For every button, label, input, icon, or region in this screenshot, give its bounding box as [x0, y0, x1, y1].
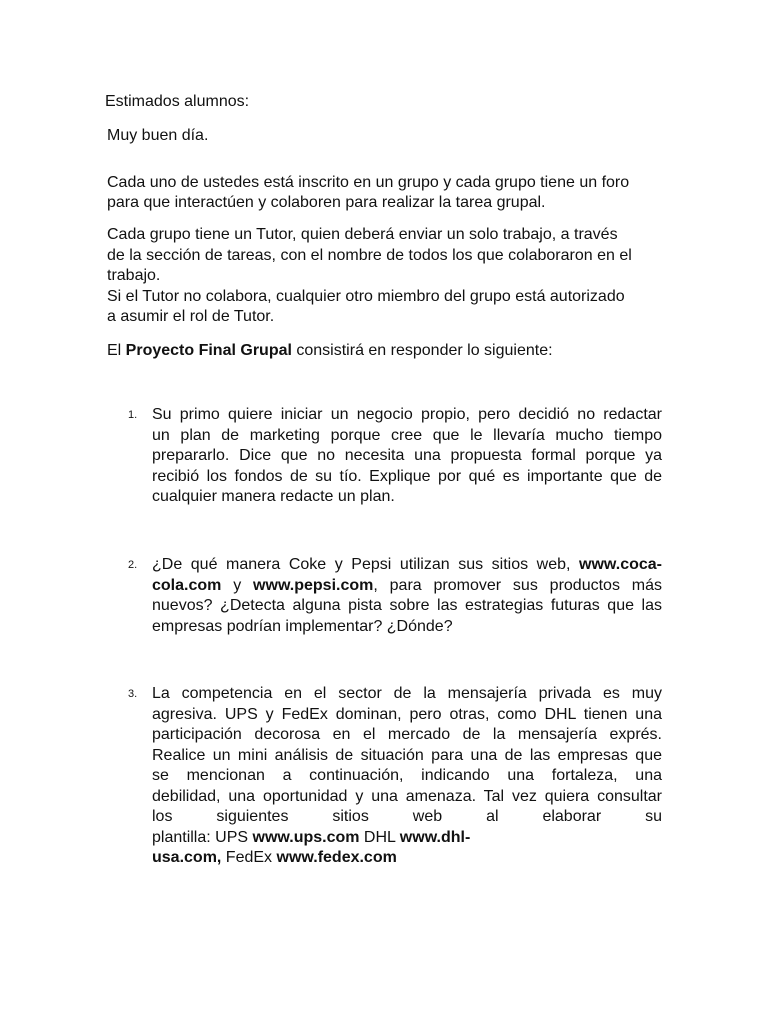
question-line	[152, 576, 662, 597]
question-line	[152, 828, 662, 849]
question-line: debilidad, una oportunidad y una amenaza. Tal vez quiera consultar	[152, 787, 662, 805]
paragraph-line: a asumir el rol de Tutor.	[107, 308, 275, 325]
paragraph-line: trabajo.	[107, 267, 161, 284]
question-text	[152, 684, 662, 869]
question-line: un plan de marketing porque cree que le llevaría mucho tiempo	[152, 426, 662, 444]
question-line: recibió los fondos de su tío. Explique por qué es importante que de	[152, 467, 662, 485]
question-text-run: ¿De qué manera Coke y Pepsi utilizan sus sitios web,	[152, 556, 580, 573]
question-line: se mencionan a continuación, indicando una fortaleza, una	[152, 767, 662, 784]
question-line: participación decorosa en el mercado de la mensajería exprés.	[152, 726, 662, 743]
paragraph-line: Cada grupo tiene un Tutor, quien deberá enviar un solo trabajo, a través	[107, 226, 618, 243]
salutation: Muy buen día.	[107, 127, 209, 144]
question-line: La competencia en el sector de la mensajería privada es muy	[152, 685, 662, 702]
question-line	[152, 848, 662, 869]
question-word: siguientes	[216, 808, 289, 825]
question-word: elaborar	[542, 808, 602, 825]
question-text-run: , para promover sus productos más	[373, 576, 663, 594]
list-number: 3.	[128, 688, 138, 700]
question-line: cualquier manera redacte un plan.	[152, 488, 395, 505]
question-line	[152, 555, 662, 576]
url-fedex: www.fedex.com	[276, 849, 397, 866]
project-intro-suffix: consistirá en responder lo siguiente:	[291, 342, 553, 359]
url-coca-cola-cont: cola.com	[152, 576, 222, 594]
paragraph-line: de la sección de tareas, con el nombre de todos los que colaboraron en el	[107, 247, 632, 264]
question-word: web	[412, 808, 443, 825]
question-text-run: DHL	[359, 828, 400, 846]
url-dhl: www.dhl-	[399, 828, 471, 846]
question-line: prepararlo. Dice que no necesita una propuesta formal porque ya	[152, 447, 662, 464]
question-text-run: FedEx	[221, 849, 277, 866]
question-line: agresiva. UPS y FedEx dominan, pero otras, como DHL tienen una	[152, 705, 662, 723]
paragraph-line: Si el Tutor no colabora, cualquier otro miembro del grupo está autorizado	[107, 288, 625, 305]
paragraph-line: para que interactúen y colaboren para realizar la tarea grupal.	[107, 194, 546, 211]
question-word: al	[486, 808, 499, 825]
question-line	[152, 807, 662, 828]
project-intro-prefix: El	[107, 342, 126, 359]
question-line: empresas podrían implementar? ¿Dónde?	[152, 617, 453, 635]
question-line: Realice un mini análisis de situación para una de las empresas que	[152, 746, 662, 764]
paragraph-line: Cada uno de ustedes está inscrito en un grupo y cada grupo tiene un foro	[107, 174, 630, 191]
question-line: Su primo quiere iniciar un negocio propio, pero decidió no redactar	[152, 406, 662, 423]
url-coca-cola: www.coca-	[579, 556, 662, 573]
url-ups: www.ups.com	[252, 828, 360, 846]
question-text-run: y	[221, 576, 254, 594]
question-word: su	[645, 808, 662, 825]
question-word: sitios	[332, 808, 369, 825]
question-text-run: plantilla: UPS	[152, 828, 253, 846]
url-dhl-cont: usa.com,	[152, 849, 222, 866]
question-text	[152, 405, 662, 508]
project-intro	[107, 341, 553, 362]
url-pepsi: www.pepsi.com	[253, 576, 374, 594]
question-text	[152, 555, 662, 637]
list-number: 1.	[128, 409, 138, 421]
list-number: 2.	[128, 559, 138, 571]
question-line: nuevos? ¿Detecta alguna pista sobre las estrategias futuras que las	[152, 597, 662, 614]
question-word: los	[152, 808, 173, 825]
project-title: Proyecto Final Grupal	[125, 342, 292, 359]
greeting: Estimados alumnos:	[105, 93, 250, 110]
